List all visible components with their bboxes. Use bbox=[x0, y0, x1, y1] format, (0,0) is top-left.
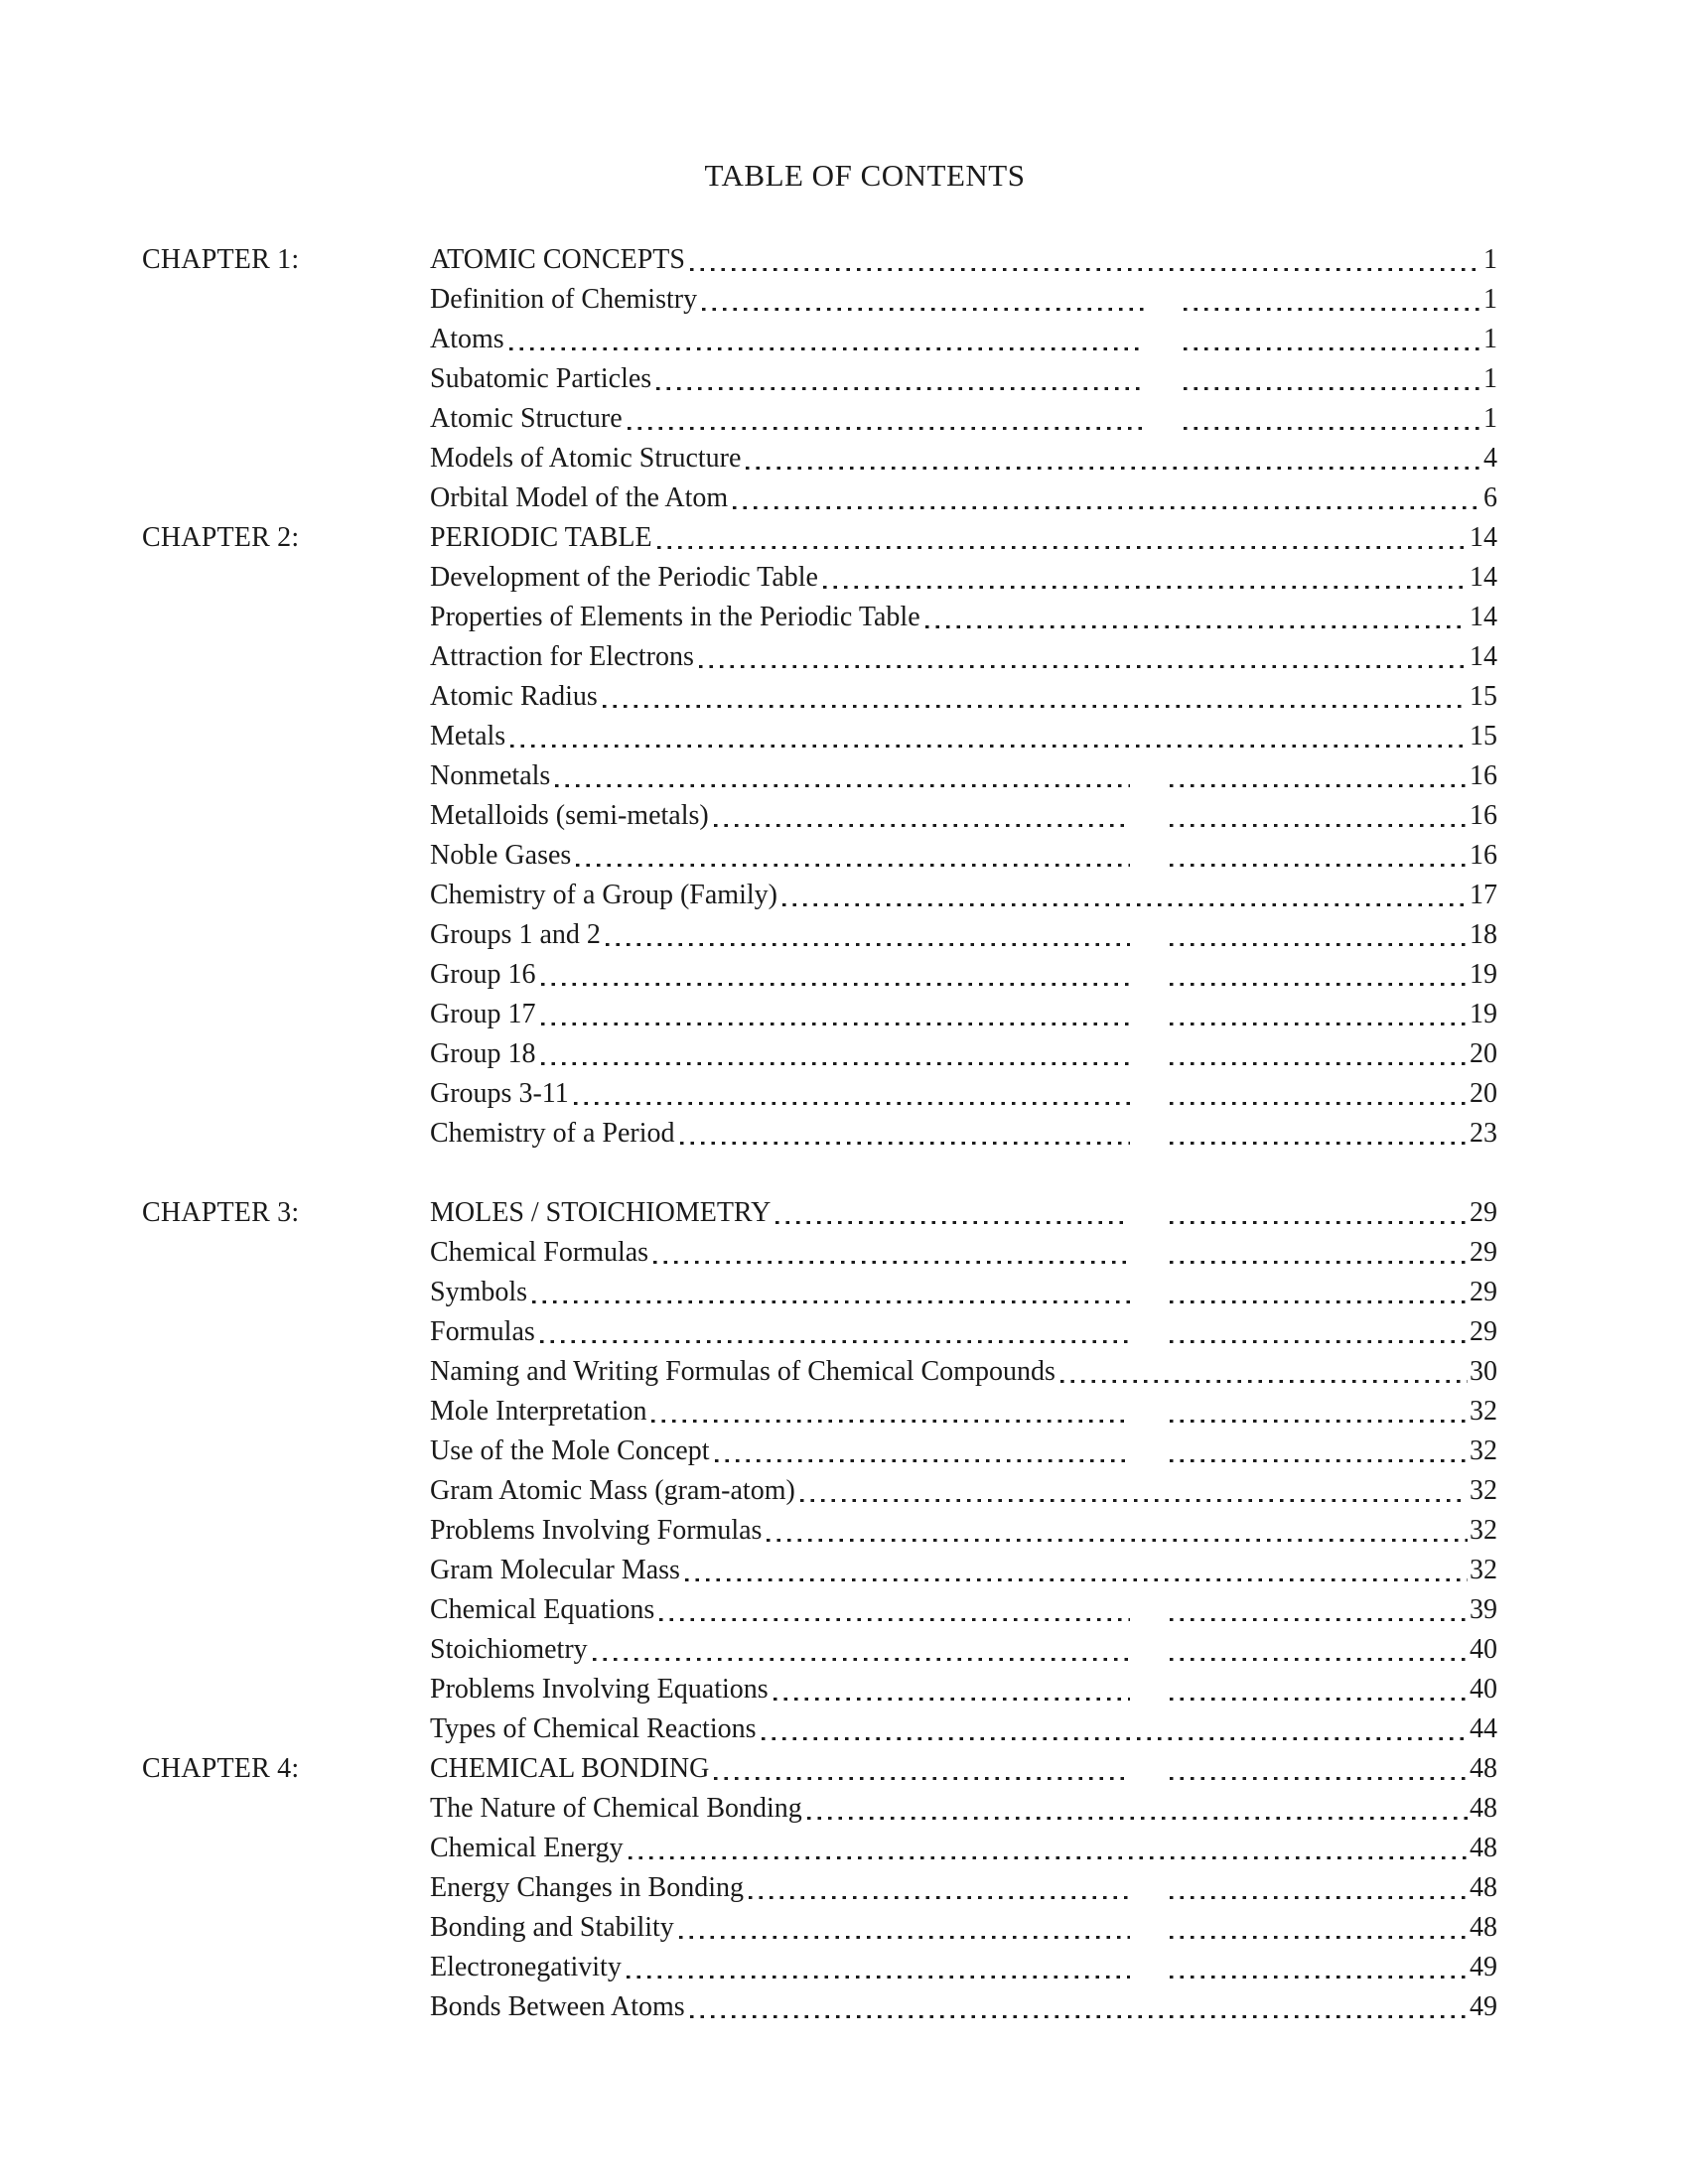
dot-leader-gap bbox=[1132, 796, 1170, 836]
dot-leader bbox=[699, 637, 1468, 677]
dot-leader-gap bbox=[1132, 1749, 1170, 1789]
page-number: 48 bbox=[1470, 1833, 1497, 1863]
toc-row bbox=[142, 796, 1497, 836]
toc-row bbox=[142, 1114, 1497, 1154]
toc-row bbox=[142, 1432, 1497, 1471]
dot-leader-gap bbox=[1132, 1074, 1170, 1114]
page-number: 19 bbox=[1470, 959, 1497, 990]
page-number: 49 bbox=[1470, 1991, 1497, 2022]
page-number: 40 bbox=[1470, 1634, 1497, 1665]
page-number: 48 bbox=[1470, 1793, 1497, 1824]
entry-title: Energy Changes in Bonding bbox=[430, 1872, 745, 1903]
dot-leader-segment bbox=[1170, 1749, 1468, 1789]
dot-leader bbox=[782, 876, 1468, 915]
entry-title: Chemistry of a Group (Family) bbox=[430, 880, 777, 910]
toc-row bbox=[142, 320, 1497, 359]
dot-leader-gap bbox=[1132, 1868, 1170, 1908]
dot-leader-segment bbox=[1170, 955, 1468, 995]
dot-leader-segment bbox=[1170, 756, 1468, 796]
dot-leader bbox=[651, 1392, 1130, 1432]
page-number: 1 bbox=[1483, 403, 1497, 434]
toc-row bbox=[142, 1074, 1497, 1114]
page-number: 16 bbox=[1470, 760, 1497, 791]
dot-leader bbox=[690, 1987, 1468, 2027]
toc-row bbox=[142, 1868, 1497, 1908]
dot-leader bbox=[656, 359, 1144, 399]
toc-row bbox=[142, 1789, 1497, 1829]
toc-row bbox=[142, 915, 1497, 955]
dot-leader bbox=[767, 1511, 1468, 1551]
page-number: 20 bbox=[1470, 1078, 1497, 1109]
dot-leader bbox=[606, 915, 1130, 955]
dot-leader bbox=[574, 1074, 1130, 1114]
page-number: 39 bbox=[1470, 1594, 1497, 1625]
page-title: TABLE OF CONTENTS bbox=[704, 158, 1026, 193]
page-number: 32 bbox=[1470, 1515, 1497, 1546]
dot-leader-segment bbox=[1170, 915, 1468, 955]
toc-row bbox=[142, 280, 1497, 320]
toc-row bbox=[142, 478, 1497, 518]
chapter-label: CHAPTER 2: bbox=[142, 522, 300, 553]
dot-leader-segment bbox=[1184, 280, 1481, 320]
dot-leader-gap bbox=[1132, 1392, 1170, 1432]
page-number: 14 bbox=[1470, 602, 1497, 632]
toc-row bbox=[142, 1948, 1497, 1987]
page-number: 1 bbox=[1483, 244, 1497, 275]
toc-row bbox=[142, 240, 1497, 280]
dot-leader bbox=[774, 1670, 1130, 1709]
page-number: 1 bbox=[1483, 324, 1497, 354]
dot-leader-segment bbox=[1184, 399, 1481, 439]
entry-title: Group 17 bbox=[430, 999, 536, 1029]
page-number: 17 bbox=[1470, 880, 1497, 910]
toc-row bbox=[142, 1551, 1497, 1590]
dot-leader-segment bbox=[1184, 359, 1481, 399]
dot-leader bbox=[680, 1114, 1130, 1154]
entry-title: Electronegativity bbox=[430, 1952, 622, 1982]
page-number: 32 bbox=[1470, 1475, 1497, 1506]
dot-leader-segment bbox=[1170, 1948, 1468, 1987]
entry-title: Noble Gases bbox=[430, 840, 572, 871]
entry-title: Group 16 bbox=[430, 959, 536, 990]
page-number: 32 bbox=[1470, 1396, 1497, 1427]
toc-row bbox=[142, 399, 1497, 439]
toc-row bbox=[142, 518, 1497, 558]
chapter-label: CHAPTER 1: bbox=[142, 244, 300, 275]
toc-row bbox=[142, 1273, 1497, 1312]
dot-leader-gap bbox=[1132, 1670, 1170, 1709]
page-number: 32 bbox=[1470, 1555, 1497, 1585]
page-number: 29 bbox=[1470, 1277, 1497, 1307]
entry-title: Attraction for Electrons bbox=[430, 641, 694, 672]
toc-row bbox=[142, 439, 1497, 478]
entry-title: Bonds Between Atoms bbox=[430, 1991, 685, 2022]
dot-leader bbox=[715, 1432, 1131, 1471]
dot-leader-gap bbox=[1146, 399, 1184, 439]
toc-row bbox=[142, 558, 1497, 598]
page-number: 14 bbox=[1470, 562, 1497, 593]
dot-leader bbox=[510, 717, 1468, 756]
chapter-title: PERIODIC TABLE bbox=[430, 522, 652, 553]
page-number: 29 bbox=[1470, 1197, 1497, 1228]
toc-row bbox=[142, 1829, 1497, 1868]
entry-title: Mole Interpretation bbox=[430, 1396, 647, 1427]
page-number: 48 bbox=[1470, 1872, 1497, 1903]
toc-row bbox=[142, 955, 1497, 995]
dot-leader-segment bbox=[1170, 1590, 1468, 1630]
page-number: 14 bbox=[1470, 641, 1497, 672]
toc-row bbox=[142, 1987, 1497, 2027]
dot-leader-segment bbox=[1170, 1114, 1468, 1154]
dot-leader-segment bbox=[1170, 1273, 1468, 1312]
page-number: 29 bbox=[1470, 1316, 1497, 1347]
dot-leader bbox=[775, 1193, 1130, 1233]
entry-title: Chemical Energy bbox=[430, 1833, 624, 1863]
page-number: 6 bbox=[1483, 482, 1497, 513]
toc-row bbox=[142, 1908, 1497, 1948]
dot-leader bbox=[541, 995, 1130, 1034]
dot-leader bbox=[628, 399, 1144, 439]
dot-leader-segment bbox=[1170, 1074, 1468, 1114]
dot-leader bbox=[659, 1590, 1130, 1630]
toc-row bbox=[142, 1590, 1497, 1630]
toc-row bbox=[142, 359, 1497, 399]
dot-leader-gap bbox=[1132, 1948, 1170, 1987]
dot-leader bbox=[746, 439, 1481, 478]
dot-leader bbox=[702, 280, 1144, 320]
entry-title: Types of Chemical Reactions bbox=[430, 1713, 757, 1744]
entry-title: Chemistry of a Period bbox=[430, 1118, 675, 1149]
dot-leader bbox=[800, 1471, 1468, 1511]
toc-row bbox=[142, 1471, 1497, 1511]
dot-leader bbox=[657, 518, 1468, 558]
dot-leader bbox=[762, 1709, 1468, 1749]
page-number: 30 bbox=[1470, 1356, 1497, 1387]
page-number: 32 bbox=[1470, 1435, 1497, 1466]
page-number: 16 bbox=[1470, 800, 1497, 831]
entry-title: Chemical Equations bbox=[430, 1594, 655, 1625]
entry-title: Development of the Periodic Table bbox=[430, 562, 818, 593]
dot-leader bbox=[603, 677, 1468, 717]
dot-leader bbox=[690, 240, 1481, 280]
toc-row bbox=[142, 1392, 1497, 1432]
dot-leader bbox=[714, 796, 1130, 836]
toc-row bbox=[142, 1630, 1497, 1670]
dot-leader-gap bbox=[1132, 915, 1170, 955]
dot-leader bbox=[807, 1789, 1468, 1829]
dot-leader-gap bbox=[1146, 280, 1184, 320]
dot-leader-segment bbox=[1170, 1312, 1468, 1352]
entry-title: Nonmetals bbox=[430, 760, 551, 791]
dot-leader bbox=[733, 478, 1481, 518]
dot-leader-gap bbox=[1132, 995, 1170, 1034]
entry-title: Gram Molecular Mass bbox=[430, 1555, 680, 1585]
page-number: 44 bbox=[1470, 1713, 1497, 1744]
entry-title: Metalloids (semi-metals) bbox=[430, 800, 709, 831]
page-number: 48 bbox=[1470, 1753, 1497, 1784]
page-number: 18 bbox=[1470, 919, 1497, 950]
toc-row bbox=[142, 876, 1497, 915]
entry-title: Stoichiometry bbox=[430, 1634, 588, 1665]
entry-title: Metals bbox=[430, 721, 506, 751]
dot-leader-gap bbox=[1146, 359, 1184, 399]
toc-row bbox=[142, 1749, 1497, 1789]
entry-title: Atoms bbox=[430, 324, 504, 354]
dot-leader-gap bbox=[1132, 1034, 1170, 1074]
toc bbox=[142, 240, 1497, 2027]
dot-leader bbox=[541, 955, 1130, 995]
entry-title: Bonding and Stability bbox=[430, 1912, 674, 1943]
toc-row bbox=[142, 1352, 1497, 1392]
dot-leader-segment bbox=[1170, 1034, 1468, 1074]
dot-leader-segment bbox=[1170, 1630, 1468, 1670]
entry-title: Groups 3-11 bbox=[430, 1078, 569, 1109]
toc-row bbox=[142, 1709, 1497, 1749]
dot-leader-segment bbox=[1170, 836, 1468, 876]
toc-row bbox=[142, 756, 1497, 796]
chapter-title: ATOMIC CONCEPTS bbox=[430, 244, 685, 275]
toc-row bbox=[142, 1193, 1497, 1233]
dot-leader bbox=[1060, 1352, 1468, 1392]
page-number: 15 bbox=[1470, 721, 1497, 751]
dot-leader-gap bbox=[1132, 836, 1170, 876]
dot-leader bbox=[532, 1273, 1130, 1312]
dot-leader-segment bbox=[1170, 1868, 1468, 1908]
dot-leader-gap bbox=[1132, 1114, 1170, 1154]
toc-row bbox=[142, 995, 1497, 1034]
page-number: 23 bbox=[1470, 1118, 1497, 1149]
dot-leader-segment bbox=[1170, 1392, 1468, 1432]
dot-leader bbox=[541, 1034, 1130, 1074]
page-number: 19 bbox=[1470, 999, 1497, 1029]
dot-leader-segment bbox=[1170, 1193, 1468, 1233]
dot-leader-gap bbox=[1132, 1908, 1170, 1948]
dot-leader-gap bbox=[1132, 1233, 1170, 1273]
dot-leader-segment bbox=[1170, 995, 1468, 1034]
entry-title: Models of Atomic Structure bbox=[430, 443, 742, 474]
dot-leader-gap bbox=[1132, 955, 1170, 995]
dot-leader bbox=[509, 320, 1144, 359]
chapter-title: MOLES / STOICHIOMETRY bbox=[430, 1197, 772, 1228]
dot-leader-gap bbox=[1132, 1193, 1170, 1233]
entry-title: Atomic Radius bbox=[430, 681, 598, 712]
chapter-label: CHAPTER 4: bbox=[142, 1753, 300, 1784]
page-number: 20 bbox=[1470, 1038, 1497, 1069]
page-number: 16 bbox=[1470, 840, 1497, 871]
entry-title: Formulas bbox=[430, 1316, 535, 1347]
dot-leader bbox=[749, 1868, 1130, 1908]
entry-title: Problems Involving Equations bbox=[430, 1674, 769, 1705]
toc-row bbox=[142, 1034, 1497, 1074]
dot-leader bbox=[925, 598, 1468, 637]
page-number: 49 bbox=[1470, 1952, 1497, 1982]
entry-title: Use of the Mole Concept bbox=[430, 1435, 710, 1466]
entry-title: Group 18 bbox=[430, 1038, 536, 1069]
chapter-spacer bbox=[142, 1154, 1497, 1193]
dot-leader-gap bbox=[1132, 1312, 1170, 1352]
dot-leader-gap bbox=[1132, 1590, 1170, 1630]
entry-title: Subatomic Particles bbox=[430, 363, 652, 394]
page-number: 4 bbox=[1483, 443, 1497, 474]
toc-row bbox=[142, 717, 1497, 756]
dot-leader-segment bbox=[1170, 796, 1468, 836]
chapter-label: CHAPTER 3: bbox=[142, 1197, 300, 1228]
dot-leader-gap bbox=[1132, 1273, 1170, 1312]
entry-title: Gram Atomic Mass (gram-atom) bbox=[430, 1475, 795, 1506]
toc-row bbox=[142, 836, 1497, 876]
dot-leader bbox=[576, 836, 1130, 876]
dot-leader-segment bbox=[1184, 320, 1481, 359]
page-number: 1 bbox=[1483, 363, 1497, 394]
dot-leader bbox=[555, 756, 1130, 796]
toc-row bbox=[142, 1233, 1497, 1273]
entry-title: Groups 1 and 2 bbox=[430, 919, 601, 950]
toc-row bbox=[142, 598, 1497, 637]
dot-leader bbox=[593, 1630, 1130, 1670]
dot-leader-gap bbox=[1132, 1432, 1170, 1471]
dot-leader-gap bbox=[1132, 1630, 1170, 1670]
page-number: 15 bbox=[1470, 681, 1497, 712]
dot-leader-segment bbox=[1170, 1432, 1468, 1471]
entry-title: Problems Involving Formulas bbox=[430, 1515, 763, 1546]
page-number: 40 bbox=[1470, 1674, 1497, 1705]
toc-row bbox=[142, 677, 1497, 717]
dot-leader-gap bbox=[1146, 320, 1184, 359]
entry-title: Symbols bbox=[430, 1277, 528, 1307]
dot-leader bbox=[540, 1312, 1130, 1352]
dot-leader bbox=[823, 558, 1468, 598]
entry-title: The Nature of Chemical Bonding bbox=[430, 1793, 802, 1824]
entry-title: Chemical Formulas bbox=[430, 1237, 649, 1268]
entry-title: Atomic Structure bbox=[430, 403, 623, 434]
dot-leader bbox=[679, 1908, 1130, 1948]
entry-title: Orbital Model of the Atom bbox=[430, 482, 729, 513]
dot-leader-segment bbox=[1170, 1908, 1468, 1948]
toc-row bbox=[142, 637, 1497, 677]
page-number: 29 bbox=[1470, 1237, 1497, 1268]
dot-leader-segment bbox=[1170, 1233, 1468, 1273]
toc-row bbox=[142, 1312, 1497, 1352]
toc-row bbox=[142, 1670, 1497, 1709]
chapter-title: CHEMICAL BONDING bbox=[430, 1753, 710, 1784]
entry-title: Properties of Elements in the Periodic Table bbox=[430, 602, 920, 632]
dot-leader bbox=[653, 1233, 1130, 1273]
dot-leader bbox=[629, 1829, 1468, 1868]
page-number: 14 bbox=[1470, 522, 1497, 553]
toc-row bbox=[142, 1511, 1497, 1551]
dot-leader-gap bbox=[1132, 756, 1170, 796]
page-number: 48 bbox=[1470, 1912, 1497, 1943]
dot-leader-segment bbox=[1170, 1670, 1468, 1709]
dot-leader bbox=[627, 1948, 1130, 1987]
entry-title: Naming and Writing Formulas of Chemical Compounds bbox=[430, 1356, 1055, 1387]
page-number: 1 bbox=[1483, 284, 1497, 315]
entry-title: Definition of Chemistry bbox=[430, 284, 698, 315]
dot-leader bbox=[685, 1551, 1468, 1590]
dot-leader bbox=[714, 1749, 1130, 1789]
